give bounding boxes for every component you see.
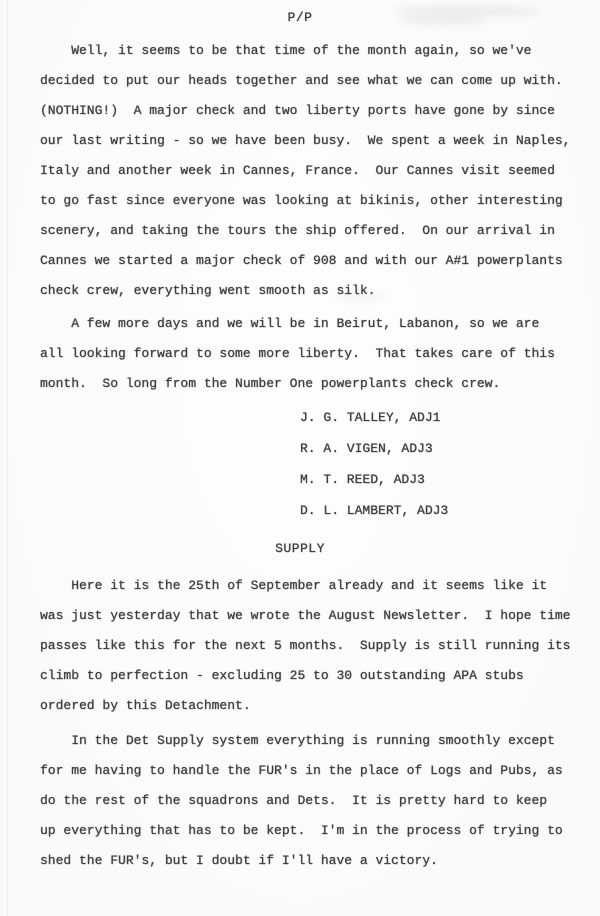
section-heading-supply: SUPPLY — [275, 541, 325, 556]
text-line: passes like this for the next 5 months. Supply is still running its — [40, 638, 571, 653]
text-line: shed the FUR's, but I doubt if I'll have a victory. — [40, 853, 438, 868]
text-line: Italy and another week in Cannes, France. Our Cannes visit seemed — [40, 163, 555, 178]
signature-block — [300, 402, 448, 526]
text-line: scenery, and taking the tours the ship offered. On our arrival in — [40, 223, 555, 238]
powerplants-paragraph-2 — [40, 309, 555, 399]
text-line: Here it is the 25th of September already and it seems like it — [40, 578, 548, 593]
text-line: In the Det Supply system everything is running smoothly except — [40, 733, 555, 748]
text-line: climb to perfection - excluding 25 to 30 outstanding APA stubs — [40, 668, 524, 683]
text-line: Cannes we started a major check of 908 and with our A#1 powerplants — [40, 253, 563, 268]
text-line: for me having to handle the FUR's in the place of Logs and Pubs, as — [40, 763, 563, 778]
supply-paragraph-2 — [40, 726, 563, 876]
text-line: was just yesterday that we wrote the August Newsletter. I hope time — [40, 608, 571, 623]
text-line: month. So long from the Number One powerplants check crew. — [40, 376, 501, 391]
signature-line: D. L. LAMBERT, ADJ3 — [300, 503, 449, 518]
scan-edge-artifact — [7, 0, 8, 916]
text-line: ordered by this Detachment. — [40, 698, 251, 713]
text-line: to go fast since everyone was looking at bikinis, other interesting — [40, 193, 563, 208]
text-line: do the rest of the squadrons and Dets. It is pretty hard to keep — [40, 793, 548, 808]
powerplants-paragraph-1 — [40, 36, 571, 306]
signature-line: R. A. VIGEN, ADJ3 — [300, 441, 433, 456]
text-line: decided to put our heads together and see what we can come up with. — [40, 73, 563, 88]
text-line: (NOTHING!) A major check and two liberty ports have gone by since — [40, 103, 555, 118]
text-line: our last writing - so we have been busy. We spent a week in Naples, — [40, 133, 571, 148]
text-line: check crew, everything went smooth as silk. — [40, 283, 376, 298]
text-line: Well, it seems to be that time of the month again, so we've — [40, 43, 532, 58]
text-line: all looking forward to some more liberty. That takes care of this — [40, 346, 555, 361]
signature-line: J. G. TALLEY, ADJ1 — [300, 410, 441, 425]
page-title: P/P — [287, 10, 313, 25]
text-line: A few more days and we will be in Beirut, Labanon, so we are — [40, 316, 540, 331]
supply-paragraph-1 — [40, 571, 571, 721]
signature-line: M. T. REED, ADJ3 — [300, 472, 425, 487]
text-line: up everything that has to be kept. I'm in the process of trying to — [40, 823, 563, 838]
